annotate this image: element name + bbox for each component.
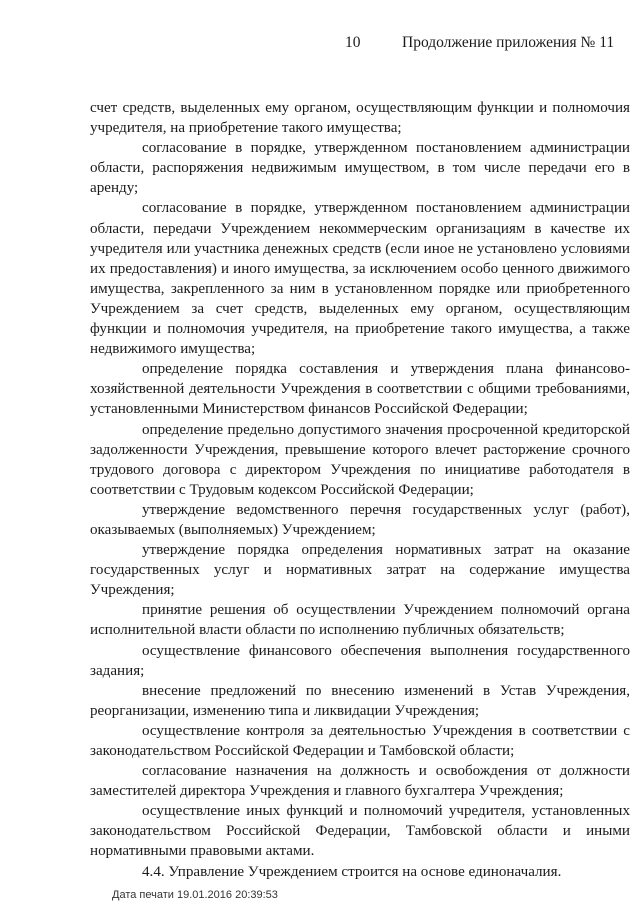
paragraph-10: внесение предложений по внесению изменений в Устав Учреждения, реорганизации, изменению типа и ликвидации Учреждения;	[90, 682, 630, 719]
paragraph-8: принятие решения об осуществлении Учреждением полномочий органа исполнительной власти области по исполнению публичных обязательств;	[90, 602, 630, 639]
paragraph-section-4-4: 4.4. Управление Учреждением строится на основе единоначалия.	[142, 863, 562, 880]
paragraph-1: счет средств, выделенных ему органом, осуществляющим функции и полномочия учредителя, на приобретение такого имущества;	[90, 100, 630, 137]
paragraph-3: согласование в порядке, утвержденном постановлением администрации области, передачи Учреждением некоммерческим организациям в качестве их учредителя или участника денежных средств (если иное не установлено условиями их предоставления) и иного имущества, за исключением особо ценного движимого имущества, закрепленного за ним в установленном порядке или приобретенного Учреждением за счет средств, выделенных ему органом, осуществляющим функции и полномочия учредителя, на приобретение такого имущества, а также недвижимого имущества;	[90, 200, 630, 358]
print-date-footer: Дата печати 19.01.2016 20:39:53	[112, 889, 278, 901]
paragraph-2: согласование в порядке, утвержденном постановлением администрации области, распоряжения недвижимым имуществом, в том числе передачи его в аренду;	[90, 140, 630, 197]
document-body	[90, 98, 630, 882]
paragraph-11: осуществление контроля за деятельностью Учреждения в соответствии с законодательством Российской Федерации и Тамбовской области;	[90, 722, 630, 759]
paragraph-5: определение предельно допустимого значения просроченной кредиторской задолженности Учреждения, превышение которого влечет расторжение срочного трудового договора с директором Учреждения по инициативе работодателя в соответствии с Трудовым кодексом Российской Федерации;	[90, 421, 630, 498]
paragraph-9: осуществление финансового обеспечения выполнения государственного задания;	[90, 642, 630, 679]
page-number: 10	[345, 34, 361, 51]
paragraph-4: определение порядка составления и утверждения плана финансово-хозяйственной деятельности Учреждения в соответствии с общими требованиями, установленными Министерством финансов Российской Федерации;	[90, 361, 630, 418]
paragraph-7: утверждение порядка определения нормативных затрат на оказание государственных услуг и нормативных затрат на содержание имущества Учреждения;	[90, 542, 630, 599]
paragraph-12: согласование назначения на должность и освобождения от должности заместителей директора Учреждения и главного бухгалтера Учреждения;	[90, 763, 630, 800]
paragraph-13: осуществление иных функций и полномочий учредителя, установленных законодательством Российской Федерации, Тамбовской области и иными нормативными правовыми актами.	[90, 803, 630, 860]
header-title: Продолжение приложения № 11	[402, 34, 615, 51]
paragraph-6: утверждение ведомственного перечня государственных услуг (работ), оказываемых (выполняемых) Учреждением;	[90, 501, 630, 538]
page-header	[0, 30, 640, 54]
